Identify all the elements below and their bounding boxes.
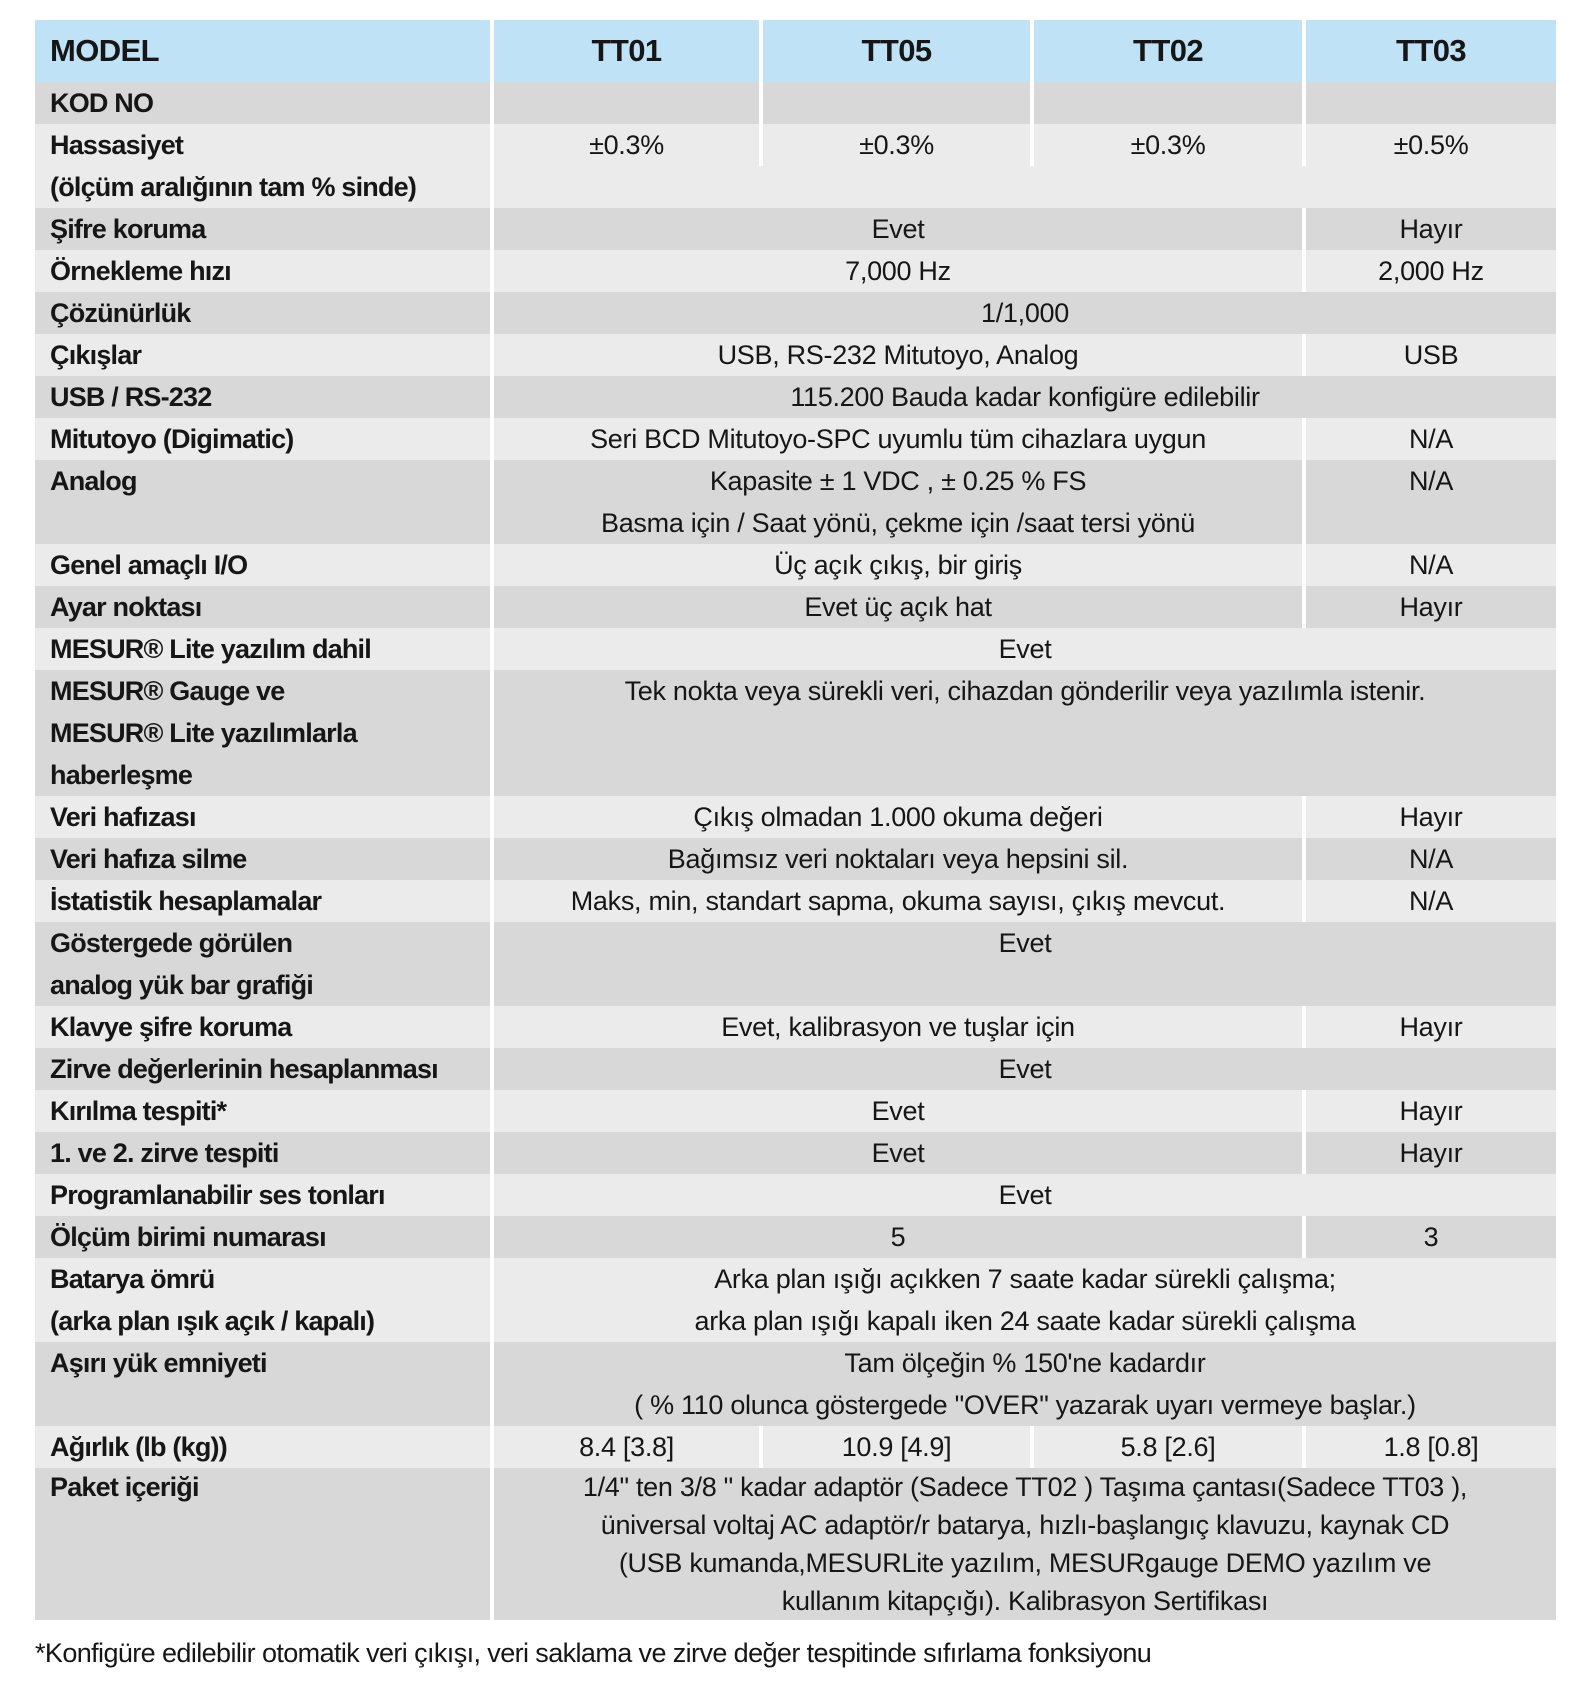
cell-value: Çıkış olmadan 1.000 okuma değeri: [492, 796, 1304, 838]
cell-value: Evet, kalibrasyon ve tuşlar için: [492, 1006, 1304, 1048]
footnote: *Konfigüre edilebilir otomatik veri çıkışı, veri saklama ve zirve değer tespitinde sıfırlama fonksiyonu: [35, 1638, 1152, 1668]
row-label: İstatistik hesaplamalar: [50, 886, 322, 916]
cell-value: N/A: [1304, 460, 1556, 544]
row-label: Şifre koruma: [50, 214, 206, 244]
cell-value: N/A: [1304, 838, 1556, 880]
cell-value: Evet: [492, 1090, 1304, 1132]
row-label: Ayar noktası: [50, 592, 202, 622]
cell-value: Tam ölçeğin % 150'ne kadardır ( % 110 olunca göstergede "OVER" yazarak uyarı vermeye başlar.): [492, 1342, 1556, 1426]
cell-value: N/A: [1304, 544, 1556, 586]
cell-value: N/A: [1304, 880, 1556, 922]
row-label: Örnekleme hızı: [50, 256, 231, 286]
header-col-tt05: TT05: [761, 20, 1032, 82]
row-label: Klavye şifre koruma: [50, 1012, 292, 1042]
cell-value: Evet: [492, 1132, 1304, 1174]
row-label: Analog: [50, 466, 137, 496]
spec-row: [35, 418, 1556, 460]
cell-value: Evet: [492, 1174, 1556, 1216]
row-label: USB / RS-232: [50, 382, 212, 412]
header-col-tt03: TT03: [1304, 20, 1556, 82]
row-label: Veri hafıza silme: [50, 844, 247, 874]
cell-value: [1032, 82, 1304, 124]
cell-value: Hayır: [1304, 1006, 1556, 1048]
spec-row: [35, 586, 1556, 628]
spec-row: [35, 796, 1556, 838]
row-label: Göstergede görülen analog yük bar grafiği: [50, 928, 313, 1000]
header-col-tt01: TT01: [492, 20, 761, 82]
spec-row: [35, 1174, 1556, 1216]
cell-value: ±0.5%: [1304, 124, 1556, 166]
row-label: MESUR® Lite yazılım dahil: [50, 634, 371, 664]
row-label: Çıkışlar: [50, 340, 142, 370]
cell-value: 1.8 [0.8]: [1304, 1426, 1556, 1468]
row-label: Veri hafızası: [50, 802, 196, 832]
cell-value: 2,000 Hz: [1304, 250, 1556, 292]
spec-row: [35, 124, 1556, 166]
spec-row: [35, 1468, 1556, 1620]
header-model-label: MODEL: [50, 33, 159, 68]
cell-value: 1/4" ten 3/8 " kadar adaptör (Sadece TT02 ) Taşıma çantası(Sadece TT03 ), üniversal voltaj AC adaptör/r batarya, hızlı-başlangıç klavuzu, kaynak CD (USB kumanda,MESURLite yazılım, MESURgauge DEMO yazılım ve kullanım kitapçığı). Kalibrasyon Sertifikası: [492, 1468, 1556, 1620]
cell-value: [492, 166, 1556, 208]
cell-value: Evet: [492, 208, 1304, 250]
cell-value: USB: [1304, 334, 1556, 376]
cell-value: N/A: [1304, 418, 1556, 460]
spec-row: [35, 376, 1556, 418]
cell-value: Hayır: [1304, 1132, 1556, 1174]
cell-value: 1/1,000: [492, 292, 1556, 334]
cell-value: Evet: [492, 628, 1556, 670]
spec-row: [35, 670, 1556, 796]
row-label: Programlanabilir ses tonları: [50, 1180, 385, 1210]
spec-row: [35, 292, 1556, 334]
spec-row: [35, 1048, 1556, 1090]
cell-value: Üç açık çıkış, bir giriş: [492, 544, 1304, 586]
row-label: Aşırı yük emniyeti: [50, 1348, 267, 1378]
row-label: MESUR® Gauge ve MESUR® Lite yazılımlarla haberleşme: [50, 676, 357, 790]
cell-value: Tek nokta veya sürekli veri, cihazdan gönderilir veya yazılımla istenir.: [492, 670, 1556, 796]
spec-row: [35, 1132, 1556, 1174]
spec-row: [35, 334, 1556, 376]
cell-value: ±0.3%: [492, 124, 761, 166]
spec-row: [35, 1258, 1556, 1342]
row-label: Batarya ömrü (arka plan ışık açık / kapalı): [50, 1264, 375, 1336]
cell-value: Evet: [492, 922, 1556, 1006]
spec-row: [35, 166, 1556, 208]
spec-row: [35, 1426, 1556, 1468]
cell-value: Maks, min, standart sapma, okuma sayısı, çıkış mevcut.: [492, 880, 1304, 922]
spec-row: [35, 628, 1556, 670]
cell-value: [492, 82, 761, 124]
spec-row: [35, 922, 1556, 1006]
spec-row: [35, 880, 1556, 922]
spec-row: [35, 208, 1556, 250]
cell-value: [1304, 82, 1556, 124]
cell-value: 10.9 [4.9]: [761, 1426, 1032, 1468]
cell-value: Kapasite ± 1 VDC , ± 0.25 % FS Basma için / Saat yönü, çekme için /saat tersi yönü: [492, 460, 1304, 544]
cell-value: Arka plan ışığı açıkken 7 saate kadar sürekli çalışma; arka plan ışığı kapalı iken 24 saate kadar sürekli çalışma: [492, 1258, 1556, 1342]
row-label: Kırılma tespiti*: [50, 1096, 227, 1126]
spec-table: [35, 20, 1556, 1620]
cell-value: Hayır: [1304, 208, 1556, 250]
row-label: Ölçüm birimi numarası: [50, 1222, 326, 1252]
cell-value: Hayır: [1304, 796, 1556, 838]
cell-value: Bağımsız veri noktaları veya hepsini sil.: [492, 838, 1304, 880]
cell-value: 7,000 Hz: [492, 250, 1304, 292]
spec-row: [35, 250, 1556, 292]
header-col-tt02: TT02: [1032, 20, 1304, 82]
cell-value: Seri BCD Mitutoyo-SPC uyumlu tüm cihazlara uygun: [492, 418, 1304, 460]
cell-value: 3: [1304, 1216, 1556, 1258]
cell-value: ±0.3%: [761, 124, 1032, 166]
cell-value: ±0.3%: [1032, 124, 1304, 166]
cell-value: 5.8 [2.6]: [1032, 1426, 1304, 1468]
header-row: [35, 20, 1556, 82]
cell-value: USB, RS-232 Mitutoyo, Analog: [492, 334, 1304, 376]
spec-row: [35, 1090, 1556, 1132]
row-label: Zirve değerlerinin hesaplanması: [50, 1054, 438, 1084]
spec-row: [35, 82, 1556, 124]
row-label: Çözünürlük: [50, 298, 191, 328]
spec-row: [35, 1006, 1556, 1048]
row-label: Mitutoyo (Digimatic): [50, 424, 294, 454]
spec-row: [35, 1342, 1556, 1426]
row-label: 1. ve 2. zirve tespiti: [50, 1138, 279, 1168]
row-label: Genel amaçlı I/O: [50, 550, 248, 580]
cell-value: Hayır: [1304, 586, 1556, 628]
row-label: Ağırlık (lb (kg)): [50, 1432, 227, 1462]
cell-value: 8.4 [3.8]: [492, 1426, 761, 1468]
spec-row: [35, 544, 1556, 586]
cell-value: 5: [492, 1216, 1304, 1258]
cell-value: 115.200 Bauda kadar konfigüre edilebilir: [492, 376, 1556, 418]
row-label: KOD NO: [50, 88, 154, 118]
cell-value: Evet üç açık hat: [492, 586, 1304, 628]
spec-row: [35, 1216, 1556, 1258]
row-label: (ölçüm aralığının tam % sinde): [50, 172, 417, 202]
row-label: Paket içeriği: [50, 1472, 199, 1502]
cell-value: [761, 82, 1032, 124]
cell-value: Evet: [492, 1048, 1556, 1090]
row-label: Hassasiyet: [50, 130, 184, 160]
spec-row: [35, 460, 1556, 544]
spec-table-body: [35, 82, 1556, 1620]
spec-row: [35, 838, 1556, 880]
cell-value: Hayır: [1304, 1090, 1556, 1132]
